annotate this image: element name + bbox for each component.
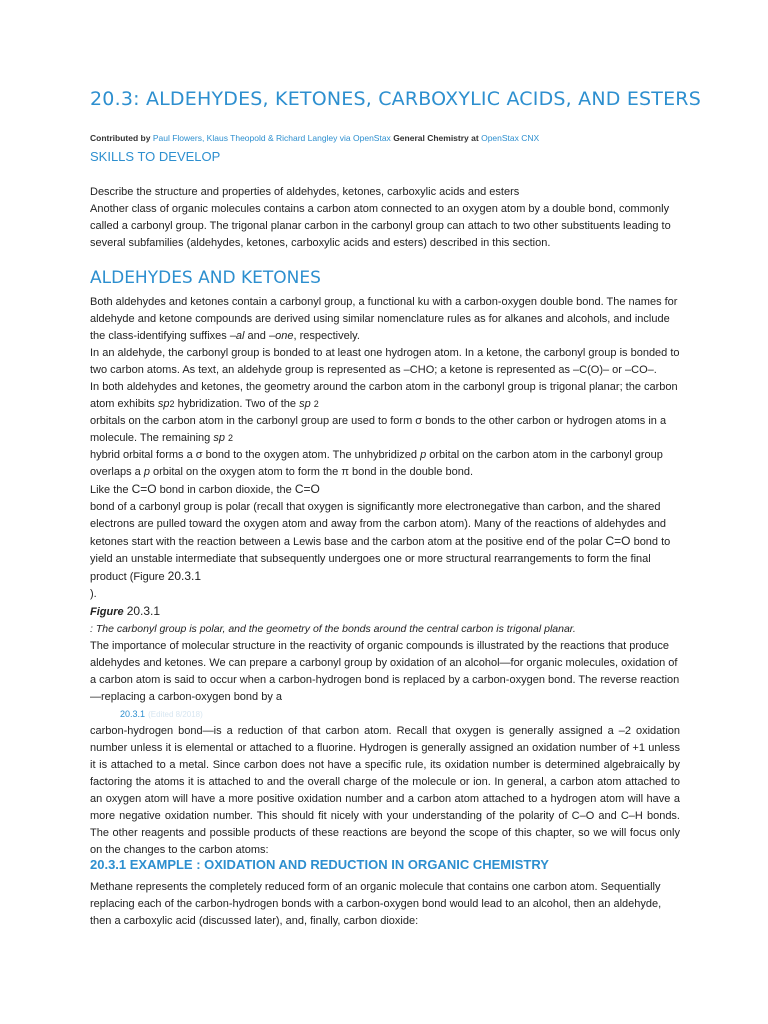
para-polar: bond of a carbonyl group is polar (recall that oxygen is significantly more electronegative than carbon, and the shared electrons are pulled toward the oxygen atom and away from the carbon atom). Many of the reactions of aldehydes and ketones start with the reaction between a Lewis base and the carbon atom at the positive end of the polar C=O bond to yield an unstable intermediate that subsequently undergoes one or more structural rearrangements to form the final product (Figure 20.3.1 [90,501,671,583]
para-names: Both aldehydes and ketones contain a carbonyl group, a functional ku with a carbon-oxygen double bond. The names for aldehyde and ketone compounds are derived using similar nomenclature rules as for alkanes and alcohols, and include the class-identifying suffixes –al and –one, respectively. [90,296,678,342]
contributor-line [90,132,539,144]
intro-block [90,184,680,252]
contrib-lead: Contributed by [90,133,151,143]
example-block [90,856,680,930]
para-importance: The importance of molecular structure in the reactivity of organic compounds is illustrated by the reactions that produce aldehydes and ketones. We can prepare a carbonyl group by oxidation of an alcohol—for organic molecules, oxidation of a carbon atom is said to occur when a carbon-hydrogen bond is replaced by a carbon-oxygen bond. The reverse reaction—replacing a carbon-oxygen bond by a [90,640,680,703]
section-heading: ALDEHYDES AND KETONES [90,268,321,288]
figure-link-row [90,706,680,723]
section-aldehydes-ketones [90,268,680,859]
page-title: 20.3: ALDEHYDES, KETONES, CARBOXYLIC ACIDS, AND ESTERS [90,88,701,110]
para-reduction: carbon-hydrogen bond—is a reduction of that carbon atom. Recall that oxygen is generally assigned a –2 oxidation number unless it is elemental or attached to a fluorine. Hydrogen is generally assigned an oxidation number of +1 unless it is attached to a metal. Since carbon does not have a specific rule, its oxidation number is determined algebraically by factoring the atoms it is attached to and the overall charge of the molecule or ion. In general, a carbon atom attached to an oxygen atom will have a more positive oxidation number and a carbon atom attached to a hydrogen atom will have a more negative oxidation number. This should fit nicely with your understanding of the polarity of C–O and C–H bonds. The other reagents and possible products of these reactions are beyond the scope of this chapter, so we will focus only on the changes to the carbon atoms: [90,725,680,856]
para-aldehyde-ketone: In an aldehyde, the carbonyl group is bonded to at least one hydrogen atom. In a ketone, the carbonyl group is bonded to two carbon atoms. As text, an aldehyde group is represented as –CHO; a ketone is represented as –C(O)– or –CO–. [90,347,680,376]
example-paragraph: Methane represents the completely reduced form of an organic molecule that contains one carbon atom. Sequentially replacing each of the carbon-hydrogen bonds with a carbon-oxygen bond would lead to an alcohol, then an aldehyde, then a carboxylic acid (discussed later), and, finally, carbon dioxide: [90,881,662,927]
contrib-mid: General Chemistry at [393,133,479,143]
figure-label: Figure 20.3.1 [90,604,161,618]
intro-paragraph: Another class of organic molecules contains a carbon atom connected to an oxygen atom by a double bond, commonly called a carbonyl group. The trigonal planar carbon in the carbonyl group can attach to two other substituents leading to several subfamilies (aldehydes, ketones, carboxylic acids and esters) described in this section. [90,203,671,249]
figure-link[interactable]: 20.3.1 [120,709,146,719]
authors-link[interactable]: Paul Flowers, Klaus Theopold & Richard Langley via OpenStax [152,133,391,143]
para-hybrid: hybrid orbital forms a σ bond to the oxygen atom. The unhybridized p orbital on the carbon atom in the carbonyl group overlaps a p orbital on the oxygen atom to form the π bond in the double bond. [90,449,663,478]
para-orbitals: orbitals on the carbon atom in the carbonyl group are used to form σ bonds to the other carbon or hydrogen atoms in a molecule. The remaining sp 2 [90,415,667,444]
source-link[interactable]: OpenStax CNX [481,133,540,143]
para-close: ). [90,588,97,600]
skills-heading: SKILLS TO DEVELOP [90,149,221,164]
para-geometry: In both aldehydes and ketones, the geometry around the carbon atom in the carbonyl group is trigonal planar; the carbon atom exhibits sp2 hybridization. Two of the sp 2 [90,381,678,410]
figure-caption: : The carbonyl group is polar, and the geometry of the bonds around the central carbon is trigonal planar. [90,623,576,635]
example-heading: 20.3.1 EXAMPLE : OXIDATION AND REDUCTION IN ORGANIC CHEMISTRY [90,857,549,872]
objective-text: Describe the structure and properties of aldehydes, ketones, carboxylic acids and esters [90,186,520,198]
para-like-co2: Like the C=O bond in carbon dioxide, the C=O [90,482,320,496]
edit-note: (Edited 8/2018) [148,710,203,719]
